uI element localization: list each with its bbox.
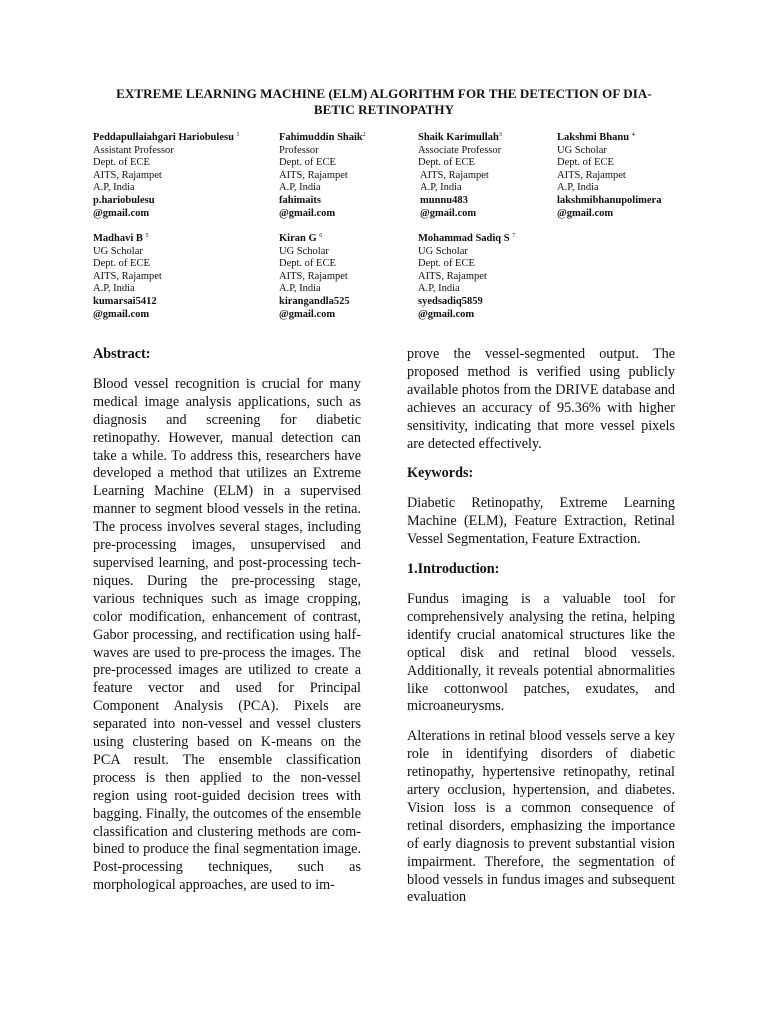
author-sup: 7 <box>512 233 516 239</box>
keywords-body: Diabetic Retinopathy, Extreme Learning Machine (ELM), Feature Extraction, Retinal Vessel Segmentation, Feature Extraction. <box>407 495 675 548</box>
author-block <box>418 129 502 220</box>
author-loc: A.P, India <box>279 283 321 295</box>
author-name: Mohammad Sadiq S <box>418 233 510 244</box>
keywords-heading: Keywords: <box>407 465 474 482</box>
abstract-heading: Abstract: <box>93 346 151 362</box>
author-sup: 2 <box>362 132 366 138</box>
author-name: Fahimuddin Shaik <box>279 132 363 143</box>
author-email-domain: @gmail.com <box>279 207 336 219</box>
author-email-domain: @gmail.com <box>93 207 150 219</box>
author-email-domain: @gmail.com <box>557 207 614 219</box>
author-role: UG Scholar <box>557 144 607 156</box>
right-column: prove the vessel-segmented output. The proposed method is verified using publicly available photos from the DRIVE database and achieves an accuracy of 95.36% with higher sensitivity, indicating that more vessel pixels are detected effectively. Keywords: Diabetic Retinopathy, Extreme Learning Machine (ELM), Feature Extraction, Retinal Vessel Segmentation, Feature Extraction. 1.Introduction: Fundus imaging is a valuable tool for comprehensively analysing the retina, helping identify crucial anatomical structures like the optical disk and retinal blood vessels. Additionally, it reveals potential abnormalities like cottonwool patches, exudates, and microaneurysms. Alterations in retinal blood vessels serve a key role in identifying disorders of diabetic retinopathy, hypertensive retinopathy, retinal artery occlusion, hypertension, and diabetes. Vision loss is a common consequence of retinal disorders, emphasizing the importance of early diagnosis to prevent substantial vision impairment. Therefore, the segmentation of blood vessels in fundus images and subsequent evaluation <box>407 346 675 906</box>
author-inst: AITS, Rajampet <box>418 270 487 282</box>
author-sup: 5 <box>145 233 149 239</box>
paper-title <box>88 86 680 118</box>
author-inst: AITS, Rajampet <box>93 169 162 181</box>
author-sup: 3 <box>498 132 502 138</box>
introduction-heading: 1.Introduction: <box>407 561 500 578</box>
author-dept: Dept. of ECE <box>418 157 475 169</box>
author-inst: AITS, Rajampet <box>420 169 489 181</box>
author-inst: AITS, Rajampet <box>279 169 348 181</box>
title-line-1: EXTREME LEARNING MACHINE (ELM) ALGORITHM FOR THE DETECTION OF DIA- <box>116 86 652 101</box>
author-role: Assistant Professor <box>93 144 174 156</box>
author-dept: Dept. of ECE <box>279 258 336 270</box>
author-email-user: fahimaits <box>279 194 321 206</box>
author-inst: AITS, Rajampet <box>279 270 348 282</box>
author-block <box>93 129 240 220</box>
author-sup: 4 <box>631 132 635 138</box>
author-name: Madhavi B <box>93 233 143 244</box>
author-email-user: kumarsai5412 <box>93 295 157 307</box>
author-dept: Dept. of ECE <box>93 157 150 169</box>
author-loc: A.P, India <box>557 182 599 194</box>
author-role: UG Scholar <box>93 245 143 257</box>
author-dept: Dept. of ECE <box>418 258 475 270</box>
author-email-domain: @gmail.com <box>420 207 477 219</box>
author-loc: A.P, India <box>93 182 135 194</box>
author-email-domain: @gmail.com <box>418 308 475 320</box>
author-email-user: lakshmibhanupolimera <box>557 194 662 206</box>
author-loc: A.P, India <box>418 283 460 295</box>
author-role: UG Scholar <box>279 245 329 257</box>
author-loc: A.P, India <box>279 182 321 194</box>
author-block <box>279 129 366 220</box>
author-name: Kiran G <box>279 233 317 244</box>
author-role: Associate Professor <box>418 144 502 156</box>
author-name: Shaik Karimullah <box>418 132 499 143</box>
author-block <box>93 230 162 321</box>
author-sup: 1 <box>236 132 240 138</box>
title-line-2: BETIC RETINOPATHY <box>313 102 455 117</box>
author-role: Professor <box>279 144 319 156</box>
author-dept: Dept. of ECE <box>93 258 150 270</box>
author-block <box>418 230 515 321</box>
author-inst: AITS, Rajampet <box>93 270 162 282</box>
author-dept: Dept. of ECE <box>279 157 336 169</box>
author-loc: A.P, India <box>420 182 462 194</box>
author-email-domain: @gmail.com <box>93 308 150 320</box>
author-dept: Dept. of ECE <box>557 157 614 169</box>
author-sup: 6 <box>319 233 323 239</box>
author-email-user: p.hariobulesu <box>93 194 155 206</box>
left-column: Abstract: Blood vessel recognition is crucial for many medical image analysis applications, such as diagnosis and screening for diabetic retinopathy. However, manual detection can take a while. To address this, researchers have developed a method that utilizes an Extreme Learning Machine (ELM) in a supervised manner to segment blood vessels in the retina. The process involves several stages, including pre-processing images, unsupervised and supervised learning, and post-processing techniques. During the pre-processing stage, various techniques such as image cropping, color modification, enhancement of contrast, Gabor processing, and rectification using half-waves are used to pre-process the images. The pre-processed images are utilized to create a feature vector and used for Principal Component Analysis (PCA). Pixels are separated into non-vessel and vessel clusters using clustering based on K-means on the PCA result. The ensemble classification process is then applied to the non-vessel region using root-guided decision trees with bagging. Finally, the outcomes of the ensemble classification and clustering methods are combined to produce the final segmentation image. Post-processing techniques, such as morphological approaches, are used to im- <box>93 346 361 894</box>
author-email-user: kirangandla525 <box>279 295 350 307</box>
author-name: Peddapullaiahgari Hariobulesu <box>93 132 234 143</box>
author-block <box>279 230 350 321</box>
author-loc: A.P, India <box>93 283 135 295</box>
introduction-paragraph-1: Fundus imaging is a valuable tool for comprehensively analysing the retina, helping identify crucial anatomical structures like the optical disk and retinal blood vessels. Additionally, it reveals potential abnormalities like cottonwool patches, exudates, and microaneurysms. <box>407 590 675 715</box>
author-name: Lakshmi Bhanu <box>557 132 630 143</box>
author-email-user: syedsadiq5859 <box>418 295 483 307</box>
author-email-user: munnu483 <box>420 194 468 206</box>
author-inst: AITS, Rajampet <box>557 169 626 181</box>
author-role: UG Scholar <box>418 245 468 257</box>
introduction-paragraph-2: Alterations in retinal blood vessels serve a key role in identifying disorders of diabetic retinopathy, hypertensive retinopathy, retinal artery occlusion, hypertension, and diabetes. Vision loss is a common consequence of retinal disorders, emphasizing the importance of early diagnosis to prevent substantial vision impairment. Therefore, the segmentation of blood vessels in fundus images and subsequent evaluation <box>407 728 675 906</box>
author-email-domain: @gmail.com <box>279 308 336 320</box>
author-block <box>557 129 661 220</box>
